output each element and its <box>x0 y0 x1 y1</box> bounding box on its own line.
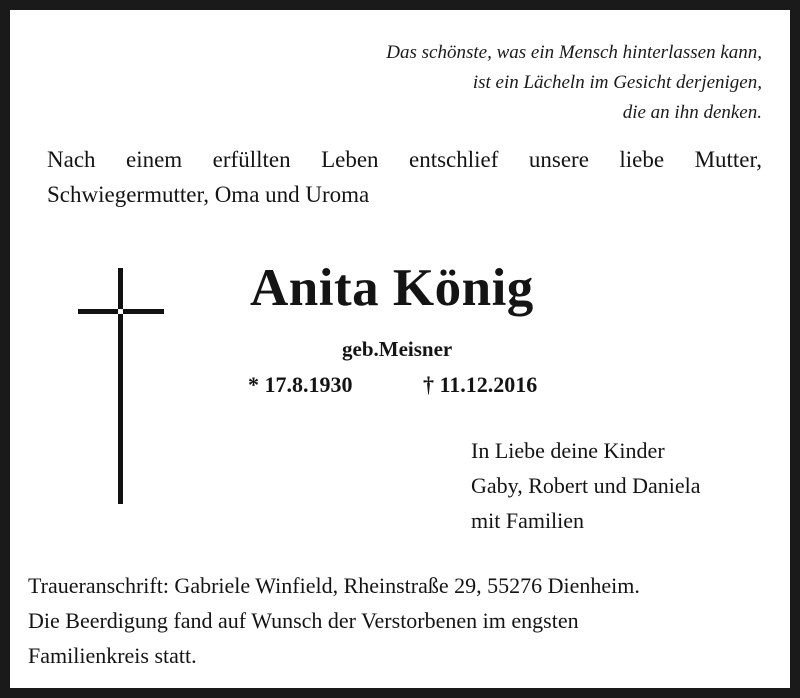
funeral-note-line: Familienkreis statt. <box>28 643 197 668</box>
birth-date: * 17.8.1930 <box>248 372 353 397</box>
signature-line: mit Familien <box>471 508 585 533</box>
memorial-quote <box>386 38 762 128</box>
cross-icon <box>78 268 164 504</box>
quote-line: ist ein Lächeln im Gesicht derjenigen, <box>472 72 762 93</box>
funeral-note-line: Die Beerdigung fand auf Wunsch der Verstorbenen im engsten <box>28 608 579 633</box>
death-date: † 11.12.2016 <box>423 372 538 397</box>
quote-line: die an ihn denken. <box>622 102 762 123</box>
signature-line: Gaby, Robert und Daniela <box>471 473 701 498</box>
intro-text <box>47 142 762 212</box>
mourning-address: Traueranschrift: Gabriele Winfield, Rheinstraße 29, 55276 Dienheim. <box>28 573 640 598</box>
mourners-signature <box>471 433 701 538</box>
maiden-name: geb.Meisner <box>342 337 453 361</box>
intro-line: Schwiegermutter, Oma und Uroma <box>47 182 370 207</box>
quote-line: Das schönste, was ein Mensch hinterlassen kann, <box>386 42 762 63</box>
intro-line: Nach einem erfüllten Leben entschlief unsere liebe Mutter, <box>47 147 762 172</box>
signature-line: In Liebe deine Kinder <box>471 438 665 463</box>
funeral-info <box>28 568 788 673</box>
deceased-name: Anita König <box>250 259 534 317</box>
